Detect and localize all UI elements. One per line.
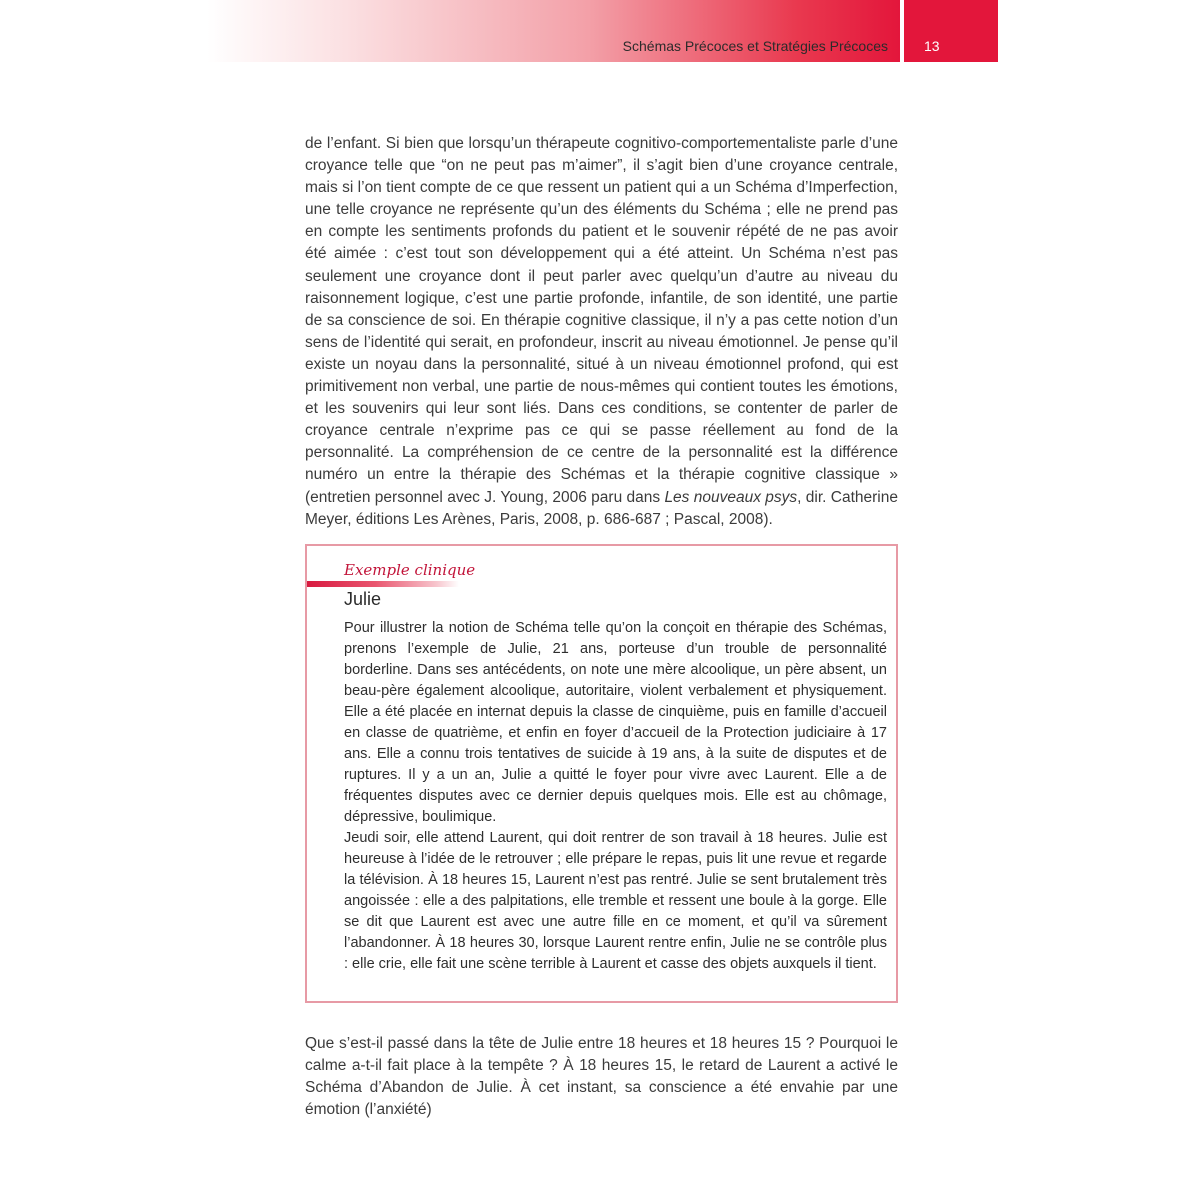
running-header-title: Schémas Précoces et Stratégies Précoces: [622, 38, 888, 54]
running-header-band: [207, 0, 900, 62]
page-number: 13: [924, 38, 940, 54]
label-accent-bar: [307, 581, 459, 587]
case-description: [344, 618, 887, 975]
case-paragraph-event: Jeudi soir, elle attend Laurent, qui doit rentrer de son travail à 18 heures. Julie est heureuse à l’idée de le retrouver ; elle prépare le repas, puis lit une revue et regarde la télévision. À 18 heures 15, Laurent n’est pas rentré. Julie se sent brutalement très angoissée : elle a des palpitations, elle tremble et ressent une boule à la gorge. Elle se dit que Laurent est avec une autre fille en ce moment, et qu’il va sûrement l’abandonner. À 18 heures 30, lorsque Laurent rentre enfin, Julie ne se contrôle plus : elle crie, elle fait une scène terrible à Laurent et casse des objets auxquels il tient.: [344, 830, 887, 972]
citation-details: , dir. Catherine Meyer, éditions Les Arènes, Paris, 2008, p. 686-687 ; Pascal, 2008).: [305, 488, 898, 528]
continuation-paragraph: Que s’est-il passé dans la tête de Julie entre 18 heures et 18 heures 15 ? Pourquoi le calme a-t-il fait place à la tempête ? À 18 heures 15, le retard de Laurent a activé le Schéma d’Abandon de Julie. À cet instant, sa conscience a été envahie par une émotion (l’anxiété): [305, 1035, 898, 1119]
clinical-example-label: [307, 554, 476, 584]
case-paragraph-history: Pour illustrer la notion de Schéma telle qu’on la conçoit en thérapie des Schémas, prenons l’exemple de Julie, 21 ans, porteuse d’un trouble de personnalité borderline. Dans ses antécédents, on note une mère alcoolique, un père absent, un beau-père également alcoolique, autoritaire, violent verbalement et physiquement. Elle a été placée en internat depuis la classe de cinquième, puis en famille d’accueil en classe de quatrième, et enfin en foyer d’accueil de la Protection judiciaire à 17 ans. Elle a connu trois tentatives de suicide à 19 ans, à la suite de disputes et de ruptures. Il y a un an, Julie a quitté le foyer pour vivre avec Laurent. Elle a de fréquentes disputes avec ce dernier depuis quelques mois. Elle est au chômage, dépressive, boulimique.: [344, 620, 887, 825]
case-name: Julie: [344, 589, 382, 609]
body-paragraph-text: de l’enfant. Si bien que lorsqu’un thérapeute cognitivo-comportementaliste parle d’une croyance telle que “on ne peut pas m’aimer”, il s’agit bien d’une croyance centrale, mais si l’on tient compte de ce que ressent un patient qui a un Schéma d’Imperfection, une telle croyance ne représente qu’un des éléments du Schéma ; elle ne prend pas en compte les sentiments profonds du patient et le souvenir répété de ne pas avoir été aimée : c’est tout son développement qui a été atteint. Un Schéma n’est pas seulement une croyance dont il peut parler avec quelqu’un d’autre au niveau du raisonnement logique, c’est une partie profonde, infantile, de son identité, une partie de sa conscience de soi. En thérapie cognitive classique, il n’y a pas cette notion d’un sens de l’identité qui serait, en profondeur, inscrit au niveau émotionnel. Je pense qu’il existe un noyau dans la personnalité, situé à un niveau émotionnel profond, qui est primitivement non verbal, une partie de nous-mêmes qui contient toutes les émotions, et les souvenirs qui leur sont liés. Dans ces conditions, se contenter de parler de croyance centrale n’exprime pas ce qui se passe réellement au fond de la personnalité. La compréhension de ce centre de la personnalité est la différence numéro un entre la thérapie des Schémas et la thérapie cognitive classique » (entretien personnel avec J. Young, 2006 paru dans: [305, 135, 898, 506]
clinical-example-label-text: Exemple clinique: [344, 561, 476, 579]
body-paragraph: [305, 133, 898, 531]
clinical-example-box: [305, 544, 898, 1003]
page-number-box: [904, 0, 998, 62]
citation-title: Les nouveaux psys: [664, 488, 798, 506]
